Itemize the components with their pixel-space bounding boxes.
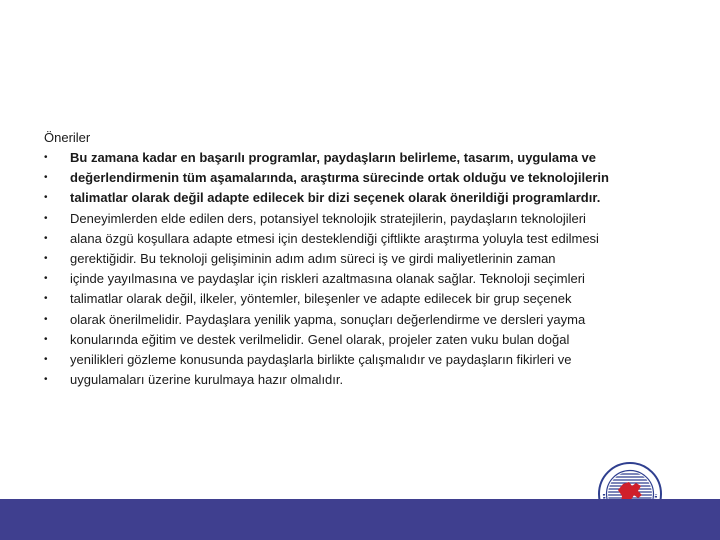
bullet-dot-icon: •	[44, 252, 48, 264]
bullet-line	[44, 168, 694, 188]
bullet-text: yenilikleri gözleme konusunda paydaşlarla birlikte çalışmalıdır ve paydaşların fikirleri ve	[70, 351, 572, 367]
bullet-text: talimatlar olarak değil, ilkeler, yöntemler, bileşenler ve adapte edilecek bir grup seçenek	[70, 291, 572, 307]
bullet-dot-icon: •	[44, 212, 48, 224]
bullet-text: değerlendirmenin tüm aşamalarında, araştırma sürecinde ortak olduğu ve teknolojilerin	[70, 170, 609, 186]
bullet-text: Deneyimlerden elde edilen ders, potansiyel teknolojik stratejilerin, paydaşların teknolojileri	[70, 210, 586, 226]
bullet-text: talimatlar olarak değil adapte edilecek bir dizi seçenek olarak önerildiği programlardır.	[70, 190, 601, 206]
footer-bar	[0, 499, 720, 540]
bullet-text: içinde yayılmasına ve paydaşlar için riskleri azaltmasına olanak sağlar. Teknoloji seçimleri	[70, 271, 585, 287]
bullet-dot-icon: •	[44, 172, 48, 184]
bullet-line	[44, 330, 694, 350]
bullet-list	[44, 148, 694, 390]
bullet-dot-icon: •	[44, 293, 48, 305]
bullet-line	[44, 249, 694, 269]
bullet-dot-icon: •	[44, 152, 48, 163]
slide-heading: Öneriler	[44, 130, 91, 145]
bullet-line	[44, 370, 694, 390]
bullet-line	[44, 289, 694, 309]
bullet-dot-icon: •	[44, 273, 48, 285]
slide-content	[44, 128, 694, 390]
bullet-line	[44, 350, 694, 370]
bullet-dot-icon: •	[44, 333, 48, 345]
bullet-dot-icon: •	[44, 353, 48, 365]
bullet-line	[44, 188, 694, 208]
bullet-dot-icon: •	[44, 313, 48, 325]
bullet-line	[44, 209, 694, 229]
bullet-dot-icon: •	[44, 232, 48, 244]
bullet-dot-icon: •	[44, 374, 48, 386]
bullet-line	[44, 310, 694, 330]
bullet-text: gerektiğidir. Bu teknoloji gelişiminin adım adım süreci iş ve girdi maliyetlerinin zaman	[70, 250, 556, 266]
bullet-text: olarak önerilmelidir. Paydaşlara yenilik yapma, sonuçları değerlendirme ve dersleri yayma	[70, 311, 586, 327]
bullet-text: Bu zamana kadar en başarılı programlar, paydaşların belirleme, tasarım, uygulama ve	[70, 150, 597, 165]
bullet-text: alana özgü koşullara adapte etmesi için desteklendiği çiftlikte araştırma yoluyla test edilmesi	[70, 230, 599, 246]
bullet-line	[44, 229, 694, 249]
bullet-line	[44, 148, 694, 168]
bullet-line	[44, 269, 694, 289]
bullet-text: konularında eğitim ve destek verilmelidir. Genel olarak, projeler zaten vuku bulan doğal	[70, 331, 570, 347]
bullet-text: uygulamaları üzerine kurulmaya hazır olmalıdır.	[70, 372, 344, 388]
bullet-dot-icon: •	[44, 192, 48, 204]
